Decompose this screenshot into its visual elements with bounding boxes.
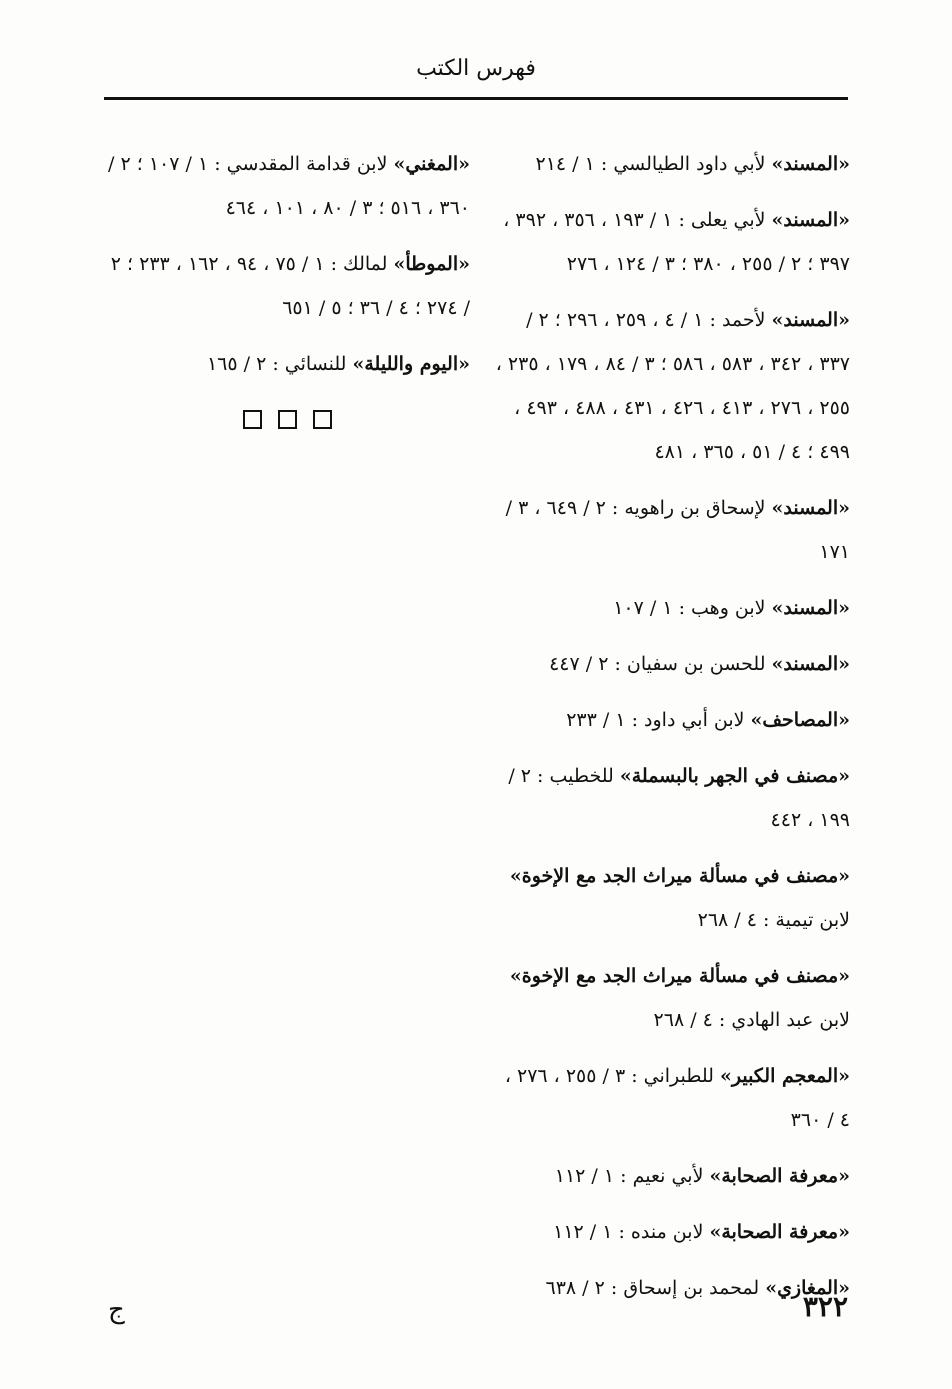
index-entry [490,1266,850,1310]
entry-refs: لمحمد بن إسحاق : ٢ / ٦٣٨ [545,1277,766,1299]
index-entry [490,142,850,186]
entry-refs: لمالك : ١ / ٧٥ ، ٩٤ ، ١٦٢ ، ٢٣٣ ؛ ٢ / ٢٧٤ ؛ ٤ / ٣٦ ؛ ٥ / ٦٥١ [110,253,470,319]
book-title: «الموطأ» [393,253,470,275]
book-title: «مصنف في مسألة ميراث الجد مع الإخوة» [509,865,850,887]
book-title: «المسند» [771,497,850,519]
book-title: «المعجم الكبير» [719,1065,850,1087]
entry-refs: لابن عبد الهادي : ٤ / ٢٦٨ [653,1009,850,1031]
square-icon [313,410,332,429]
entry-refs: للخطيب : ٢ / ١٩٩ ، ٤٤٢ [508,765,850,831]
entry-refs: للحسن بن سفيان : ٢ / ٤٤٧ [549,653,772,675]
book-title: «المغازي» [765,1277,850,1299]
entry-refs: لابن وهب : ١ / ١٠٧ [613,597,772,619]
book-title: «المسند» [771,209,850,231]
entry-refs: لابن تيمية : ٤ / ٢٦٨ [697,909,850,931]
page-number: ٣٢٢ [802,1290,848,1323]
book-title: «المسند» [771,597,850,619]
book-title: «المصاحف» [750,709,850,731]
entry-refs: لابن قدامة المقدسي : ١ / ١٠٧ ؛ ٢ / ٣٦٠ ، ٥١٦ ؛ ٣ / ٨٠ ، ١٠١ ، ٤٦٤ [108,153,470,219]
entry-refs: للطبراني : ٣ / ٢٥٥ ، ٢٧٦ ، ٤ / ٣٦٠ [504,1065,850,1131]
book-title: «المغني» [393,153,470,175]
book-title: «المسند» [771,653,850,675]
header-rule [104,97,848,100]
book-title: «اليوم والليلة» [352,353,470,375]
index-entry [490,298,850,474]
entry-refs: لأحمد : ١ / ٤ ، ٢٥٩ ، ٢٩٦ ؛ ٢ / ٣٣٧ ، ٣٤٢ ، ٥٨٣ ، ٥٨٦ ؛ ٣ / ٨٤ ، ١٧٩ ، ٢٣٥ ، ٢٥٥ ، ٢٧٦ ، ٤١٣ ، ٤٢٦ ، ٤٣١ ، ٤٨٨ ، ٤٩٣ ، ٤٩٩ ؛ ٤ / ٥١ ، ٣٦٥ ، ٤٨١ [495,309,850,463]
index-entry [490,754,850,842]
index-entry [490,642,850,686]
index-column-right [490,142,850,1322]
index-entry [490,854,850,942]
entry-refs: لابن أبي داود : ١ / ٢٣٣ [566,709,751,731]
book-title: «المسند» [771,309,850,331]
section-end-ornament [104,410,470,429]
square-icon [278,410,297,429]
signature-mark: ج [108,1295,125,1325]
index-entry [490,586,850,630]
book-title: «معرفة الصحابة» [709,1165,850,1187]
book-title: «مصنف في الجهر بالبسملة» [619,765,850,787]
entry-refs: لابن منده : ١ / ١١٢ [553,1221,710,1243]
entry-refs: لأبي داود الطيالسي : ١ / ٢١٤ [535,153,772,175]
entry-refs: لأبي نعيم : ١ / ١١٢ [554,1165,710,1187]
index-entry [490,954,850,1042]
book-title: «المسند» [771,153,850,175]
index-entry [104,142,470,230]
index-entry [490,486,850,574]
page-header-title: فهرس الكتب [416,56,536,81]
index-entry [490,698,850,742]
entry-refs: للنسائي : ٢ / ١٦٥ [206,353,353,375]
entry-refs: لإسحاق بن راهويه : ٢ / ٦٤٩ ، ٣ / ١٧١ [505,497,850,563]
index-entry [104,242,470,330]
entry-refs: لأبي يعلى : ١ / ١٩٣ ، ٣٥٦ ، ٣٩٢ ، ٣٩٧ ؛ ٢ / ٢٥٥ ، ٣٨٠ ؛ ٣ / ١٢٤ ، ٢٧٦ [503,209,850,275]
index-entry [490,1054,850,1142]
index-entry [104,342,470,386]
index-column-left [104,142,470,429]
index-entry [490,1154,850,1198]
index-entry [490,1210,850,1254]
square-icon [243,410,262,429]
book-title: «معرفة الصحابة» [709,1221,850,1243]
book-title: «مصنف في مسألة ميراث الجد مع الإخوة» [509,965,850,987]
index-entry [490,198,850,286]
